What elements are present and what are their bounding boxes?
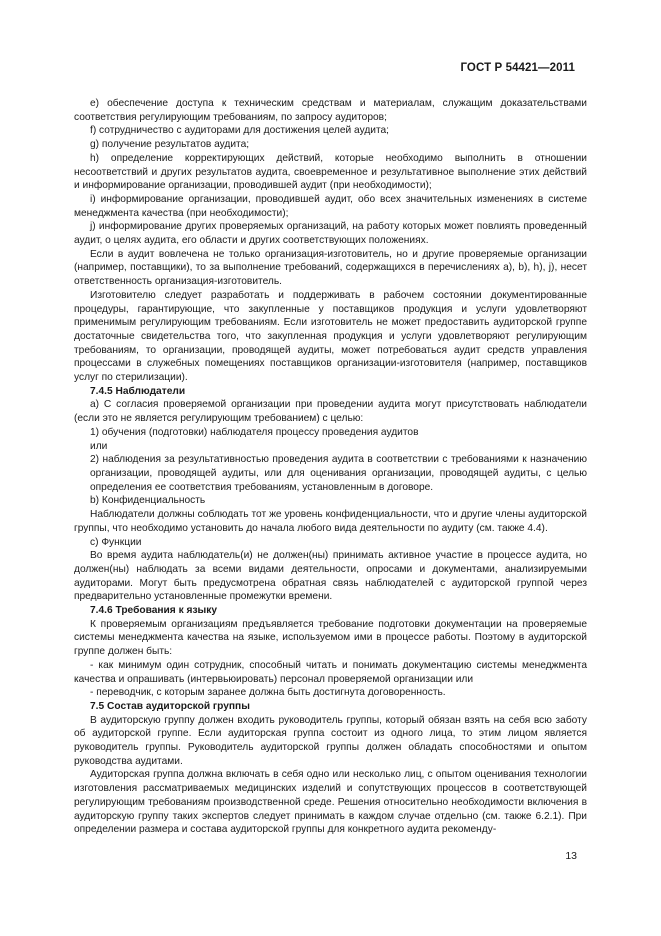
- paragraph: Во время аудита наблюдатель(и) не должен(ны) принимать активное участие в процессе аудита, но должен(ны) наблюдать за всеми видами деятельности, опросами и документами, анализируемыми аудиторами. Могут быть предусмотрена обратная связь наблюдателей с аудиторской группой через предварительно установленные промежутки времени.: [74, 550, 587, 603]
- paragraph: 2) наблюдения за результативностью проведения аудита в соответствии с требованиями к назначению организации, проводящей аудиты, или для оценивания организации, проводящей аудиты, с целью определения ее соответствия требованиям, установленным в договоре.: [90, 454, 587, 493]
- paragraph: - переводчик, с которым заранее должна быть достигнута договоренность.: [90, 687, 446, 699]
- paragraph: a) С согласия проверяемой организации при проведении аудита могут присутствовать наблюдатели (если это не является регулирующим требованием) с целью:: [74, 399, 587, 425]
- paragraph: - как минимум один сотрудник, способный читать и понимать документацию системы менеджмента качества и опрашивать (интервьюировать) персонал проверяемой организации или: [74, 659, 587, 685]
- paragraph: В аудиторскую группу должен входить руководитель группы, который обязан взять на себя всю заботу об аудиторской группе. Если аудиторская группа состоит из одного лица, то этим лицом является руководитель группы. Руководитель аудиторской группы должен обладать способностями и опытом руководства аудитами.: [74, 714, 587, 767]
- paragraph: К проверяемым организациям предъявляется требование подготовки документации на проверяемые системы менеджмента качества на языке, используемом ими в процессе работы. Поэтому в аудиторской группе должен быть:: [74, 618, 587, 658]
- paragraph: g) получение результатов аудита;: [90, 139, 250, 151]
- paragraph: 1) обучения (подготовки) наблюдателя процессу проведения аудитов: [90, 426, 419, 438]
- section-heading: 7.4.6 Требования к языку: [90, 605, 217, 617]
- page-number: 13: [565, 850, 577, 862]
- document-body: [74, 97, 587, 837]
- paragraph: b) Конфиденциальность: [90, 495, 206, 507]
- paragraph: f) сотрудничество с аудиторами для достижения целей аудита;: [90, 125, 390, 137]
- paragraph: Аудиторская группа должна включать в себя одно или несколько лиц, с опытом оценивания технологии изготовления рассматриваемых медицинских изделий и сопутствующих процессов в соответствующей регулирующим требованиям производственной среде. Решения относительно необходимости включения в аудиторскую группу таких экспертов следует принимать в каждом случае отдельно (см. также 6.2.1). При определении размера и состава аудиторской группы для конкретного аудита рекоменду-: [74, 769, 587, 836]
- paragraph: e) обеспечение доступа к техническим средствам и материалам, служащим доказательствами соответствия регулирующим требованиям, по запросу аудиторов;: [74, 98, 587, 123]
- section-heading: 7.4.5 Наблюдатели: [90, 385, 186, 397]
- document-id-header: ГОСТ Р 54421—2011: [460, 62, 575, 74]
- section-heading: 7.5 Состав аудиторской группы: [90, 700, 250, 712]
- paragraph: h) определение корректирующих действий, которые необходимо выполнить в отношении несоответствий и других результатов аудита, своевременное и результативное выполнение этих действий и информирование организации, проводившей аудит (при необходимости);: [74, 152, 587, 192]
- paragraph: j) информирование других проверяемых организаций, на работу которых может повлиять проведенный аудит, о целях аудита, его области и других соответствующих положениях.: [74, 221, 587, 247]
- paragraph: или: [90, 440, 108, 452]
- paragraph: c) Функции: [90, 536, 142, 548]
- paragraph: Изготовителю следует разработать и поддерживать в рабочем состоянии документированные процедуры, гарантирующие, что закупленные у поставщиков продукция и услуги удовлетворяют применимым регулирующим требованиям. Если изготовитель не может предоставить аудиторской группе достаточные свидетельства того, что закупленная продукция и услуги удовлетворяют регулирующим требованиям, то организации, проводящей аудиты, может потребоваться аудит средств управления процессами в служебных помещениях поставщиков организации-изготовителя (например, поставщиков услуг по стерилизации).: [74, 289, 587, 384]
- paragraph: Наблюдатели должны соблюдать тот же уровень конфиденциальности, что и другие члены аудиторской группы, что необходимо установить до начала любого вида деятельности по аудиту (см. также 4.4).: [74, 509, 587, 534]
- paragraph: i) информирование организации, проводившей аудит, обо всех значительных изменениях в системе менеджмента качества (при необходимости);: [74, 193, 587, 219]
- paragraph: Если в аудит вовлечена не только организация-изготовитель, но и другие проверяемые организации (например, поставщики), то за выполнение требований, содержащихся в перечислениях a), b), h), j), несет ответственность организация-изготовитель.: [74, 248, 587, 288]
